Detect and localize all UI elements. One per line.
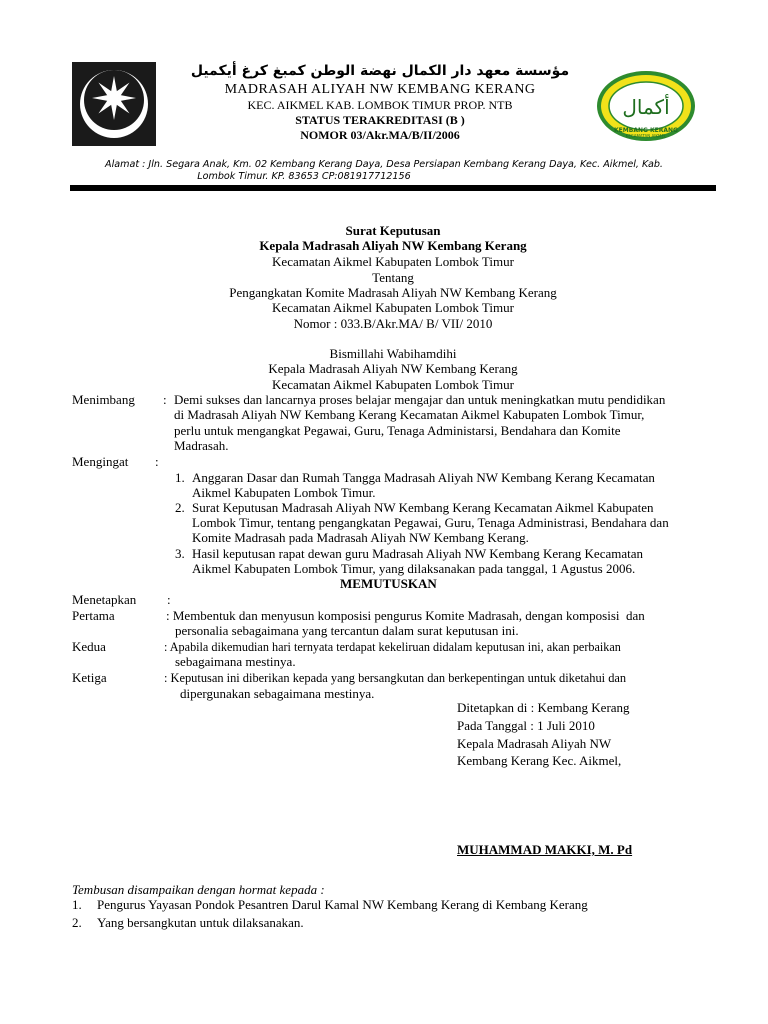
ketiga-line: : Keputusan ini diberikan kepada yang bersangkutan dan berkepentingan untuk diketahui dan — [164, 671, 627, 685]
menimbang-label: Menimbang — [72, 392, 135, 407]
menimbang-line: Madrasah. — [174, 438, 229, 453]
mengingat-item-number: 3. — [175, 546, 185, 561]
address-line-1: Alamat : Jln. Segara Anak, Km. 02 Kembang Kerang Daya, Desa Persiapan Kembang Kerang Daya, Kec. Aikmel, Kab. — [105, 159, 663, 170]
district-line: KEC. AIKMEL KAB. LOMBOK TIMUR PROP. NTB — [247, 98, 513, 112]
mengingat-item-number: 1. — [175, 470, 185, 485]
mengingat-item-line: Surat Keputusan Madrasah Aliyah NW Kembang Kerang Kecamatan Aikmel Kabupaten — [192, 500, 654, 515]
address-line-2: Lombok Timur. KP. 83653 CP:081917712156 — [197, 171, 411, 182]
kedua-line: sebagaimana mestinya. — [175, 654, 296, 669]
arabic-title: مؤسسة معهد دار الكمال نهضة الوطن كمبغ كرغ أيكميل — [190, 63, 570, 79]
ketiga-label: Ketiga — [72, 670, 107, 685]
pertama-line: personalia sebagaimana yang tercantun dalam surat keputusan ini. — [175, 623, 519, 638]
signature-position: Kembang Kerang Kec. Aikmel, — [457, 753, 622, 768]
signature-position: Kepala Madrasah Aliyah NW — [457, 736, 612, 751]
document-title: Surat Keputusan — [345, 223, 441, 238]
document-number: Nomor : 033.B/Akr.MA/ B/ VII/ 2010 — [293, 316, 493, 331]
document-issuer: Kepala Madrasah Aliyah NW Kembang Kerang — [259, 238, 527, 253]
school-emblem-logo-icon — [596, 70, 696, 142]
menimbang-line: di Madrasah Aliyah NW Kembang Kerang Kecamatan Aikmel Kabupaten Lombok Timur, — [174, 407, 645, 422]
menetapkan-colon: : — [167, 592, 171, 607]
emblem-arabic-text: أكمال — [622, 95, 670, 119]
mengingat-item-line: Komite Madrasah pada Madrasah Aliyah NW Kembang Kerang. — [192, 530, 529, 545]
mengingat-label: Mengingat — [72, 454, 129, 469]
pertama-label: Pertama — [72, 608, 115, 623]
memutuskan-heading: MEMUTUSKAN — [340, 576, 437, 591]
kedua-line: : Apabila dikemudian hari ternyata terdapat kekeliruan didalam keputusan ini, akan perbaikan — [164, 640, 621, 654]
menetapkan-label: Menetapkan — [72, 592, 137, 607]
opening-location: Kecamatan Aikmel Kabupaten Lombok Timur — [272, 377, 514, 392]
emblem-ring-text: KEMBANG KERANG — [614, 127, 678, 134]
document-location: Kecamatan Aikmel Kabupaten Lombok Timur — [272, 254, 514, 269]
school-name: MADRASAH ALIYAH NW KEMBANG KERANG — [224, 82, 536, 97]
tembusan-item: Yang bersangkutan untuk dilaksanakan. — [97, 915, 304, 930]
menimbang-colon: : — [163, 392, 167, 407]
tembusan-item-number: 1. — [72, 897, 82, 912]
bismillah: Bismillahi Wabihamdihi — [329, 346, 457, 361]
signature-date: Pada Tanggal : 1 Juli 2010 — [457, 718, 595, 733]
letterhead-rule — [70, 185, 716, 191]
menimbang-line: perlu untuk mengangkat Pegawai, Guru, Tenaga Administarsi, Bendahara dan Komite — [174, 423, 621, 438]
menimbang-line: Demi sukses dan lancarnya proses belajar mengajar dan untuk meningkatkan mutu pendidikan — [174, 392, 666, 407]
accreditation-number: NOMOR 03/Akr.MA/B/II/2006 — [300, 128, 460, 142]
tembusan-item: Pengurus Yayasan Pondok Pesantren Darul Kamal NW Kembang Kerang di Kembang Kerang — [97, 897, 588, 912]
signatory-name: MUHAMMAD MAKKI, M. Pd — [457, 842, 633, 857]
crescent-star-logo-icon — [72, 62, 156, 146]
tembusan-heading: Tembusan disampaikan dengan hormat kepada : — [72, 882, 325, 897]
opening-issuer: Kepala Madrasah Aliyah NW Kembang Kerang — [268, 361, 518, 376]
document-about: Tentang — [372, 270, 414, 285]
document-subject-1: Pengangkatan Komite Madrasah Aliyah NW Kembang Kerang — [229, 285, 557, 300]
mengingat-colon: : — [155, 454, 159, 469]
signature-place: Ditetapkan di : Kembang Kerang — [457, 700, 630, 715]
pertama-line: : Membentuk dan menyusun komposisi pengurus Komite Madrasah, dengan komposisi dan — [166, 608, 645, 623]
ketiga-line: dipergunakan sebagaimana mestinya. — [180, 686, 375, 701]
mengingat-item-line: Aikmel Kabupaten Lombok Timur. — [192, 485, 376, 500]
emblem-subtext: KECAMATAN AIKMEL — [625, 133, 667, 139]
mengingat-item-line: Hasil keputusan rapat dewan guru Madrasah Aliyah NW Kembang Kerang Kecamatan — [192, 546, 643, 561]
document-subject-2: Kecamatan Aikmel Kabupaten Lombok Timur — [272, 300, 514, 315]
mengingat-item-line: Anggaran Dasar dan Rumah Tangga Madrasah Aliyah NW Kembang Kerang Kecamatan — [192, 470, 655, 485]
mengingat-item-line: Lombok Timur, tentang pengangkatan Pegawai, Guru, Tenaga Administrasi, Bendahara dan — [192, 515, 669, 530]
tembusan-item-number: 2. — [72, 915, 82, 930]
mengingat-item-line: Aikmel Kabupaten Lombok Timur, yang dilaksanakan pada tanggal, 1 Agustus 2006. — [192, 561, 636, 576]
mengingat-item-number: 2. — [175, 500, 185, 515]
accreditation-status: STATUS TERAKREDITASI (B ) — [295, 113, 465, 127]
kedua-label: Kedua — [72, 639, 106, 654]
